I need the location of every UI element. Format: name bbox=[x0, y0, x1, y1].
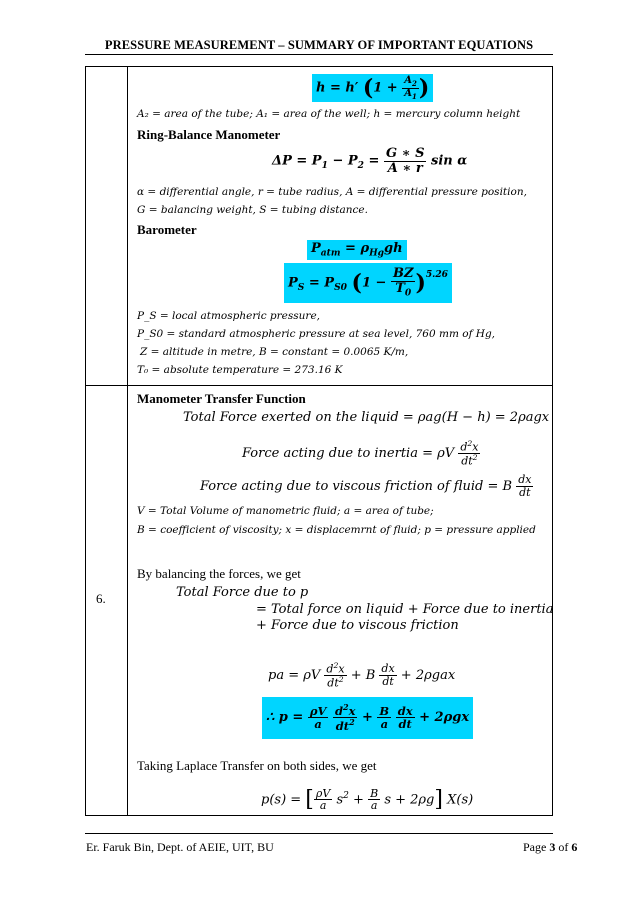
ring-balance-desc-2: G = balancing weight, S = tubing distance. bbox=[137, 204, 368, 216]
transfer-function-title: Manometer Transfer Function bbox=[137, 391, 306, 406]
pressure-result-equation: ∴ p = $\frac{\rho V}{a}$ $\frac{d^2x}{dt^2}$ + $\frac{B}{a}$ $\frac{dx}{dt}$ + 2ρgx bbox=[262, 697, 473, 739]
laplace-text: Taking Laplace Transfer on both sides, we get bbox=[137, 758, 377, 773]
ring-balance-equation: $\Delta P = P_1 - P_2$ = $\frac{G ∗ S}{A ∗ r}$ sin α bbox=[272, 146, 468, 176]
ring-balance-title: Ring-Balance Manometer bbox=[137, 127, 281, 142]
definition-line-2: B = coefficient of viscosity; x = displacemrnt of fluid; p = pressure applied bbox=[137, 524, 536, 536]
balance-line-3: + Force due to viscous friction bbox=[256, 618, 459, 633]
ring-balance-desc-1: α = differential angle, r = tube radius, A = differential pressure position, bbox=[137, 186, 527, 198]
barometer-desc-3: Z = altitude in metre, B = constant = 0.0065 K/m, bbox=[140, 346, 409, 358]
balance-line-2: = Total force on liquid + Force due to inertia bbox=[256, 602, 554, 617]
definition-line-1: V = Total Volume of manometric fluid; a = area of tube; bbox=[137, 505, 434, 517]
inertia-equation: Force acting due to inertia = ρV $\frac{d^2x}{dt^2}$ bbox=[242, 438, 479, 468]
footer-author: Er. Faruk Bin, Dept. of AEIE, UIT, BU bbox=[86, 840, 274, 854]
barometer-title: Barometer bbox=[137, 222, 197, 237]
total-force-equation: Total Force exerted on the liquid = ρag(H − h) = 2ρagx bbox=[183, 410, 550, 425]
barometer-desc-4: T₀ = absolute temperature = 273.16 K bbox=[137, 364, 343, 376]
viscous-label: Force acting due to viscous friction of fluid = B bbox=[200, 479, 513, 494]
page-label: Page bbox=[523, 840, 547, 854]
barometer-equation-1: $P_{atm} = \rho_{Hg}gh$ bbox=[307, 240, 407, 260]
page-indicator bbox=[523, 840, 577, 855]
viscous-equation: Force acting due to viscous friction of fluid = B $\frac{dx}{dt}$ bbox=[200, 473, 532, 499]
inclined-manometer-equation: h = h′ (1 + $\frac{A_2}{A_1}$ ) bbox=[312, 74, 433, 102]
page-current: 3 bbox=[549, 840, 556, 854]
header-rule bbox=[85, 54, 553, 55]
page-header-title: PRESSURE MEASUREMENT – SUMMARY OF IMPORTANT EQUATIONS bbox=[104, 38, 534, 52]
balancing-text: By balancing the forces, we get bbox=[137, 566, 301, 581]
table-row-divider bbox=[85, 385, 553, 386]
barometer-desc-2: P_S0 = standard atmospheric pressure at sea level, 760 mm of Hg, bbox=[137, 328, 496, 340]
page-of: of bbox=[558, 840, 569, 854]
inertia-label: Force acting due to inertia = ρV bbox=[242, 446, 455, 461]
inclined-note: A₂ = area of the tube; A₁ = area of the well; h = mercury column height bbox=[137, 108, 521, 120]
page-total: 6 bbox=[571, 840, 578, 854]
footer-rule bbox=[85, 833, 553, 834]
force-balance-equation: pa = ρV $\frac{d^2x}{dt^2}$ + B $\frac{dx}{dt}$ + 2ρgax bbox=[268, 660, 456, 690]
laplace-equation: p(s) = [ $\frac{\rho V}{a}$ $s^2$ + $\frac{B}{a}$ s + 2ρg] X(s) bbox=[261, 786, 474, 813]
barometer-desc-1: P_S = local atmospheric pressure, bbox=[137, 310, 321, 322]
table-column-divider bbox=[127, 66, 128, 816]
barometer-equation-2: $P_S = P_{S0}$ (1 − $\frac{BZ}{T_0}$ )$^{5.26}$ bbox=[284, 263, 452, 303]
row-number: 6. bbox=[96, 591, 106, 606]
balance-line-1: Total Force due to p bbox=[176, 585, 309, 600]
